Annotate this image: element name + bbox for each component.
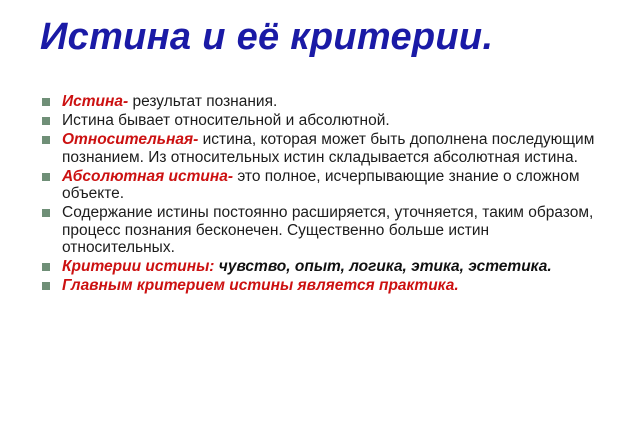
term-label: Истина- xyxy=(62,93,129,110)
square-bullet-icon xyxy=(42,173,50,181)
slide-title: Истина и её критерии. xyxy=(40,16,494,58)
square-bullet-icon xyxy=(42,209,50,217)
list-item xyxy=(40,204,600,257)
term-label: Абсолютная истина- xyxy=(62,167,234,185)
square-bullet-icon xyxy=(42,282,50,290)
list-item xyxy=(40,93,600,111)
term-label: Относительная- xyxy=(62,131,199,148)
list-item xyxy=(40,131,600,166)
bullet-list xyxy=(40,93,600,296)
list-item xyxy=(40,277,600,295)
square-bullet-icon xyxy=(42,263,50,271)
item-text: это полное, исчерпывающие знание о сложном объекте. xyxy=(62,167,580,202)
item-text: Истина бывает относительной и абсолютной. xyxy=(62,112,390,129)
item-text: результат познания. xyxy=(128,93,278,110)
list-item xyxy=(40,168,600,203)
item-text: истина, которая может быть дополнена последующим познанием. Из относительных истин складывается абсолютная истина. xyxy=(62,131,595,166)
list-item xyxy=(40,112,600,130)
square-bullet-icon xyxy=(42,117,50,125)
square-bullet-icon xyxy=(42,136,50,144)
item-text: Содержание истины постоянно расширяется, уточняется, таким образом, процесс познания бесконечен. Существенно больше истин относительных. xyxy=(62,204,594,256)
square-bullet-icon xyxy=(42,98,50,106)
list-item xyxy=(40,258,600,276)
term-label: Критерии истины: xyxy=(62,258,215,275)
item-text: чувство, опыт, логика, этика, эстетика. xyxy=(214,258,552,275)
term-label: Главным критерием истины является практика. xyxy=(62,277,459,294)
